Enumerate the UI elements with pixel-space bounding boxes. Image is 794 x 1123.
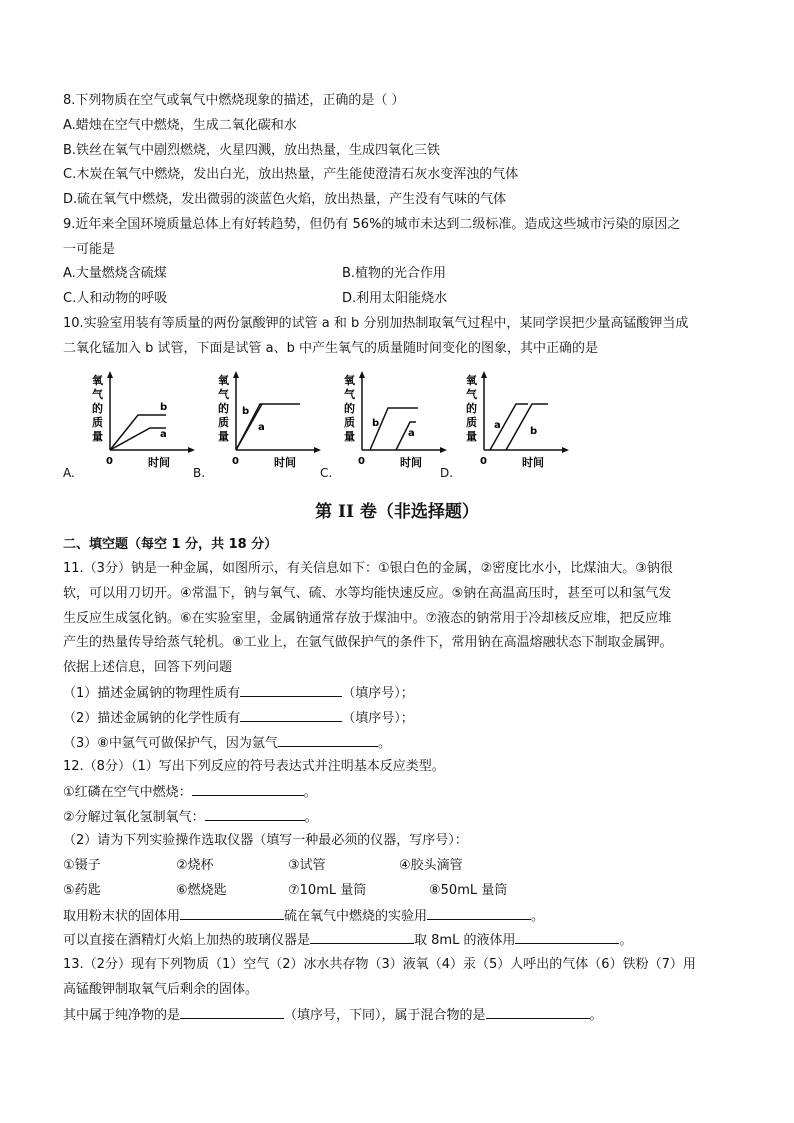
q12-reaction-2-suffix: 。	[304, 810, 318, 825]
q11-answer-blank-2[interactable]	[240, 709, 342, 722]
q12-reaction-1-text: ①红磷在空气中燃烧：	[63, 785, 192, 800]
y-axis-label-char: 量	[92, 430, 103, 443]
q13-answer-blank-2[interactable]	[486, 1006, 590, 1019]
q12-fill-row2	[63, 931, 632, 949]
q9-option-c: C.人和动物的呼吸	[63, 291, 168, 306]
q10-option-c-label: C.	[320, 466, 333, 480]
q12-reaction-1	[63, 783, 317, 801]
q13-fill-suffix: 。	[589, 1008, 603, 1023]
q12-instrument: ⑥燃烧匙	[176, 883, 227, 898]
series-a-label: a	[258, 422, 265, 433]
series-b-label: b	[160, 402, 168, 413]
origin-label: 0	[106, 456, 113, 467]
q12-answer-blank-1[interactable]	[192, 783, 304, 796]
y-axis-arrow	[107, 371, 113, 378]
q12-instrument: ⑧50mL 量筒	[429, 883, 508, 898]
q12-fill-row1-suffix: 。	[531, 909, 545, 924]
x-axis-label: 时间	[274, 456, 296, 469]
y-axis-label-char: 的	[344, 402, 355, 415]
q12-answer-blank-6[interactable]	[515, 931, 619, 944]
y-axis-label-char: 的	[466, 402, 477, 415]
q10-graph-c	[340, 370, 450, 470]
y-axis-arrow	[233, 371, 239, 378]
y-axis-label-char: 氧	[92, 374, 103, 387]
q10-graph-a	[88, 370, 198, 470]
q10-option-b-label: B.	[193, 466, 206, 480]
x-axis-label: 时间	[148, 456, 170, 469]
q12-instrument: ③试管	[288, 858, 326, 873]
q12-fill4-text: 取 8mL 的液体用	[414, 933, 516, 948]
origin-label: 0	[358, 456, 365, 467]
q11-part3	[63, 734, 391, 752]
q12-instrument: ④胶头滴管	[399, 858, 463, 873]
q12-fill2-text: 硫在氧气中燃烧的实验用	[284, 909, 428, 924]
origin-label: 0	[480, 456, 487, 467]
y-axis-label-char: 量	[218, 430, 229, 443]
q9-option-a: A.大量燃烧含硫煤	[63, 266, 167, 281]
y-axis-label-char: 气	[344, 388, 355, 401]
q11-part1-suffix: （填序号）；	[342, 686, 414, 701]
q12-fill1-text: 取用粉末状的固体用	[63, 909, 181, 924]
x-axis-label: 时间	[400, 456, 422, 469]
q12-instrument: ⑤药匙	[63, 883, 101, 898]
q9-stem-line1: 9.近年来全国环境质量总体上有好转趋势，但仍有 56%的城市未达到二级标准。造成这些城市污染的原因之	[63, 217, 681, 232]
x-axis-arrow	[562, 447, 569, 453]
series-a-label: a	[408, 428, 415, 439]
q8-option-b: B.铁丝在氧气中剧烈燃烧，火星四溅，放出热量，生成四氧化三铁	[63, 143, 441, 158]
y-axis-label-char: 气	[92, 388, 103, 401]
q10-graph-b	[214, 370, 324, 470]
y-axis-label-char: 质	[466, 416, 477, 429]
q12-answer-blank-2[interactable]	[205, 808, 305, 821]
q10-option-d-label: D.	[440, 466, 454, 480]
series-b-label: b	[530, 426, 538, 437]
y-axis-label-char: 的	[92, 402, 103, 415]
x-axis-label: 时间	[522, 456, 544, 469]
y-axis-arrow	[359, 371, 365, 378]
y-axis-label-char: 质	[344, 416, 355, 429]
q12-line2: （2）请为下列实验操作选取仪器（填写一种最必须的仪器，写序号）：	[63, 833, 468, 848]
section2-heading: 二、填空题（每空 1 分，共 18 分）	[63, 537, 278, 552]
q10-stem-line1: 10.实验室用装有等质量的两份氯酸钾的试管 a 和 b 分别加热制取氧气过程中，某同学误把少量高锰酸钾当成	[63, 316, 689, 331]
q12-fill-row2-suffix: 。	[619, 933, 633, 948]
q8-option-c: C.木炭在氧气中燃烧，发出白光，放出热量，产生能使澄清石灰水变浑浊的气体	[63, 167, 519, 182]
q12-reaction-2	[63, 808, 318, 826]
q11-part1-text: （1）描述金属钠的物理性质有	[63, 686, 241, 701]
q11-answer-blank-3[interactable]	[278, 734, 378, 747]
q10-graph-d	[462, 370, 572, 470]
q12-fill3-text: 可以直接在酒精灯火焰上加热的玻璃仪器是	[63, 933, 311, 948]
q12-instrument: ②烧杯	[176, 858, 214, 873]
q11-answer-blank-1[interactable]	[240, 684, 342, 697]
y-axis-label-char: 氧	[466, 374, 477, 387]
q11-part1	[63, 684, 414, 702]
x-axis-arrow	[440, 447, 447, 453]
q12-instrument: ⑦10mL 量筒	[288, 883, 367, 898]
y-axis-label-char: 气	[218, 388, 229, 401]
q13-line2: 高锰酸钾制取氧气后剩余的固体。	[63, 982, 259, 997]
q13-fill-row	[63, 1006, 603, 1024]
y-axis-label-char: 质	[218, 416, 229, 429]
y-axis-label-char: 量	[344, 430, 355, 443]
q11-part2-text: （2）描述金属钠的化学性质有	[63, 711, 241, 726]
series-b-label: b	[242, 406, 250, 417]
y-axis-arrow	[481, 371, 487, 378]
q12-instrument: ①镊子	[63, 858, 101, 873]
q8-option-d: D.硫在氧气中燃烧，发出微弱的淡蓝色火焰，放出热量，产生没有气味的气体	[63, 192, 507, 207]
x-axis-arrow	[314, 447, 321, 453]
series-a-label: a	[494, 420, 501, 431]
q10-stem-line2: 二氧化锰加入 b 试管，下面是试管 a、b 中产生氧气的质量随时间变化的图象，其中正确的是	[63, 341, 599, 356]
q9-option-b: B.植物的光合作用	[342, 266, 447, 281]
q12-answer-blank-3[interactable]	[180, 907, 284, 920]
q13-answer-blank-1[interactable]	[180, 1006, 284, 1019]
q11-part2-suffix: （填序号）；	[342, 711, 414, 726]
y-axis-label-char: 氧	[218, 374, 229, 387]
part2-title: 第 II 卷（非选择题）	[315, 502, 479, 522]
q11-line2: 软，可以用刀切开。④常温下，钠与氧气、硫、水等均能快速反应。⑤钠在高温高压时，甚至可以和氢气发	[63, 586, 672, 601]
y-axis-label-char: 的	[218, 402, 229, 415]
y-axis-label-char: 气	[466, 388, 477, 401]
q9-option-d: D.利用太阳能烧水	[342, 291, 448, 306]
y-axis-label-char: 量	[466, 430, 477, 443]
x-axis-arrow	[188, 447, 195, 453]
q13-line1: 13.（2分）现有下列物质（1）空气（2）冰水共存物（3）液氧（4）汞（5）人呼出的气体（6）铁粉（7）用	[63, 957, 696, 972]
q10-option-a-label: A.	[63, 466, 75, 480]
q12-reaction-1-suffix: 。	[303, 785, 317, 800]
q11-part2	[63, 709, 414, 727]
y-axis-label-char: 氧	[344, 374, 355, 387]
q9-stem-line2: 一可能是	[63, 242, 116, 257]
q8-option-a: A.蜡烛在空气中燃烧，生成二氧化碳和水	[63, 118, 297, 133]
q11-line1: 11.（3分）钠是一种金属，如图所示，有关信息如下：①银白色的金属，②密度比水小，比煤油大。③钠很	[63, 561, 673, 576]
q12-line1: 12.（8分）（1）写出下列反应的符号表达式并注明基本反应类型。	[63, 759, 445, 774]
q12-fill-row1	[63, 907, 544, 925]
series-a-label: a	[160, 429, 167, 440]
q11-line3: 生反应生成氢化钠。⑥在实验室里，金属钠通常存放于煤油中。⑦液态的钠常用于冷却核反应堆，把反应堆	[63, 611, 672, 626]
q11-line5: 依据上述信息，回答下列问题	[63, 660, 233, 675]
q11-part3-text: （3）⑧中氩气可做保护气，因为氩气	[63, 736, 278, 751]
q11-line4: 产生的热量传导给蒸气轮机。⑧工业上，在氩气做保护气的条件下，常用钠在高温熔融状态下制取金属钾。	[63, 635, 673, 650]
q12-reaction-2-text: ②分解过氧化氢制氧气：	[63, 810, 205, 825]
q13-pure-text: 其中属于纯净物的是	[63, 1008, 181, 1023]
q11-part3-suffix: 。	[377, 736, 391, 751]
q8-stem: 8.下列物质在空气或氧气中燃烧现象的描述，正确的是（ ）	[63, 93, 405, 108]
q12-answer-blank-4[interactable]	[427, 907, 531, 920]
series-b-label: b	[372, 418, 380, 429]
origin-label: 0	[232, 456, 239, 467]
q12-answer-blank-5[interactable]	[310, 931, 414, 944]
q13-mixture-text: （填序号，下同），属于混合物的是	[284, 1008, 486, 1023]
y-axis-label-char: 质	[92, 416, 103, 429]
